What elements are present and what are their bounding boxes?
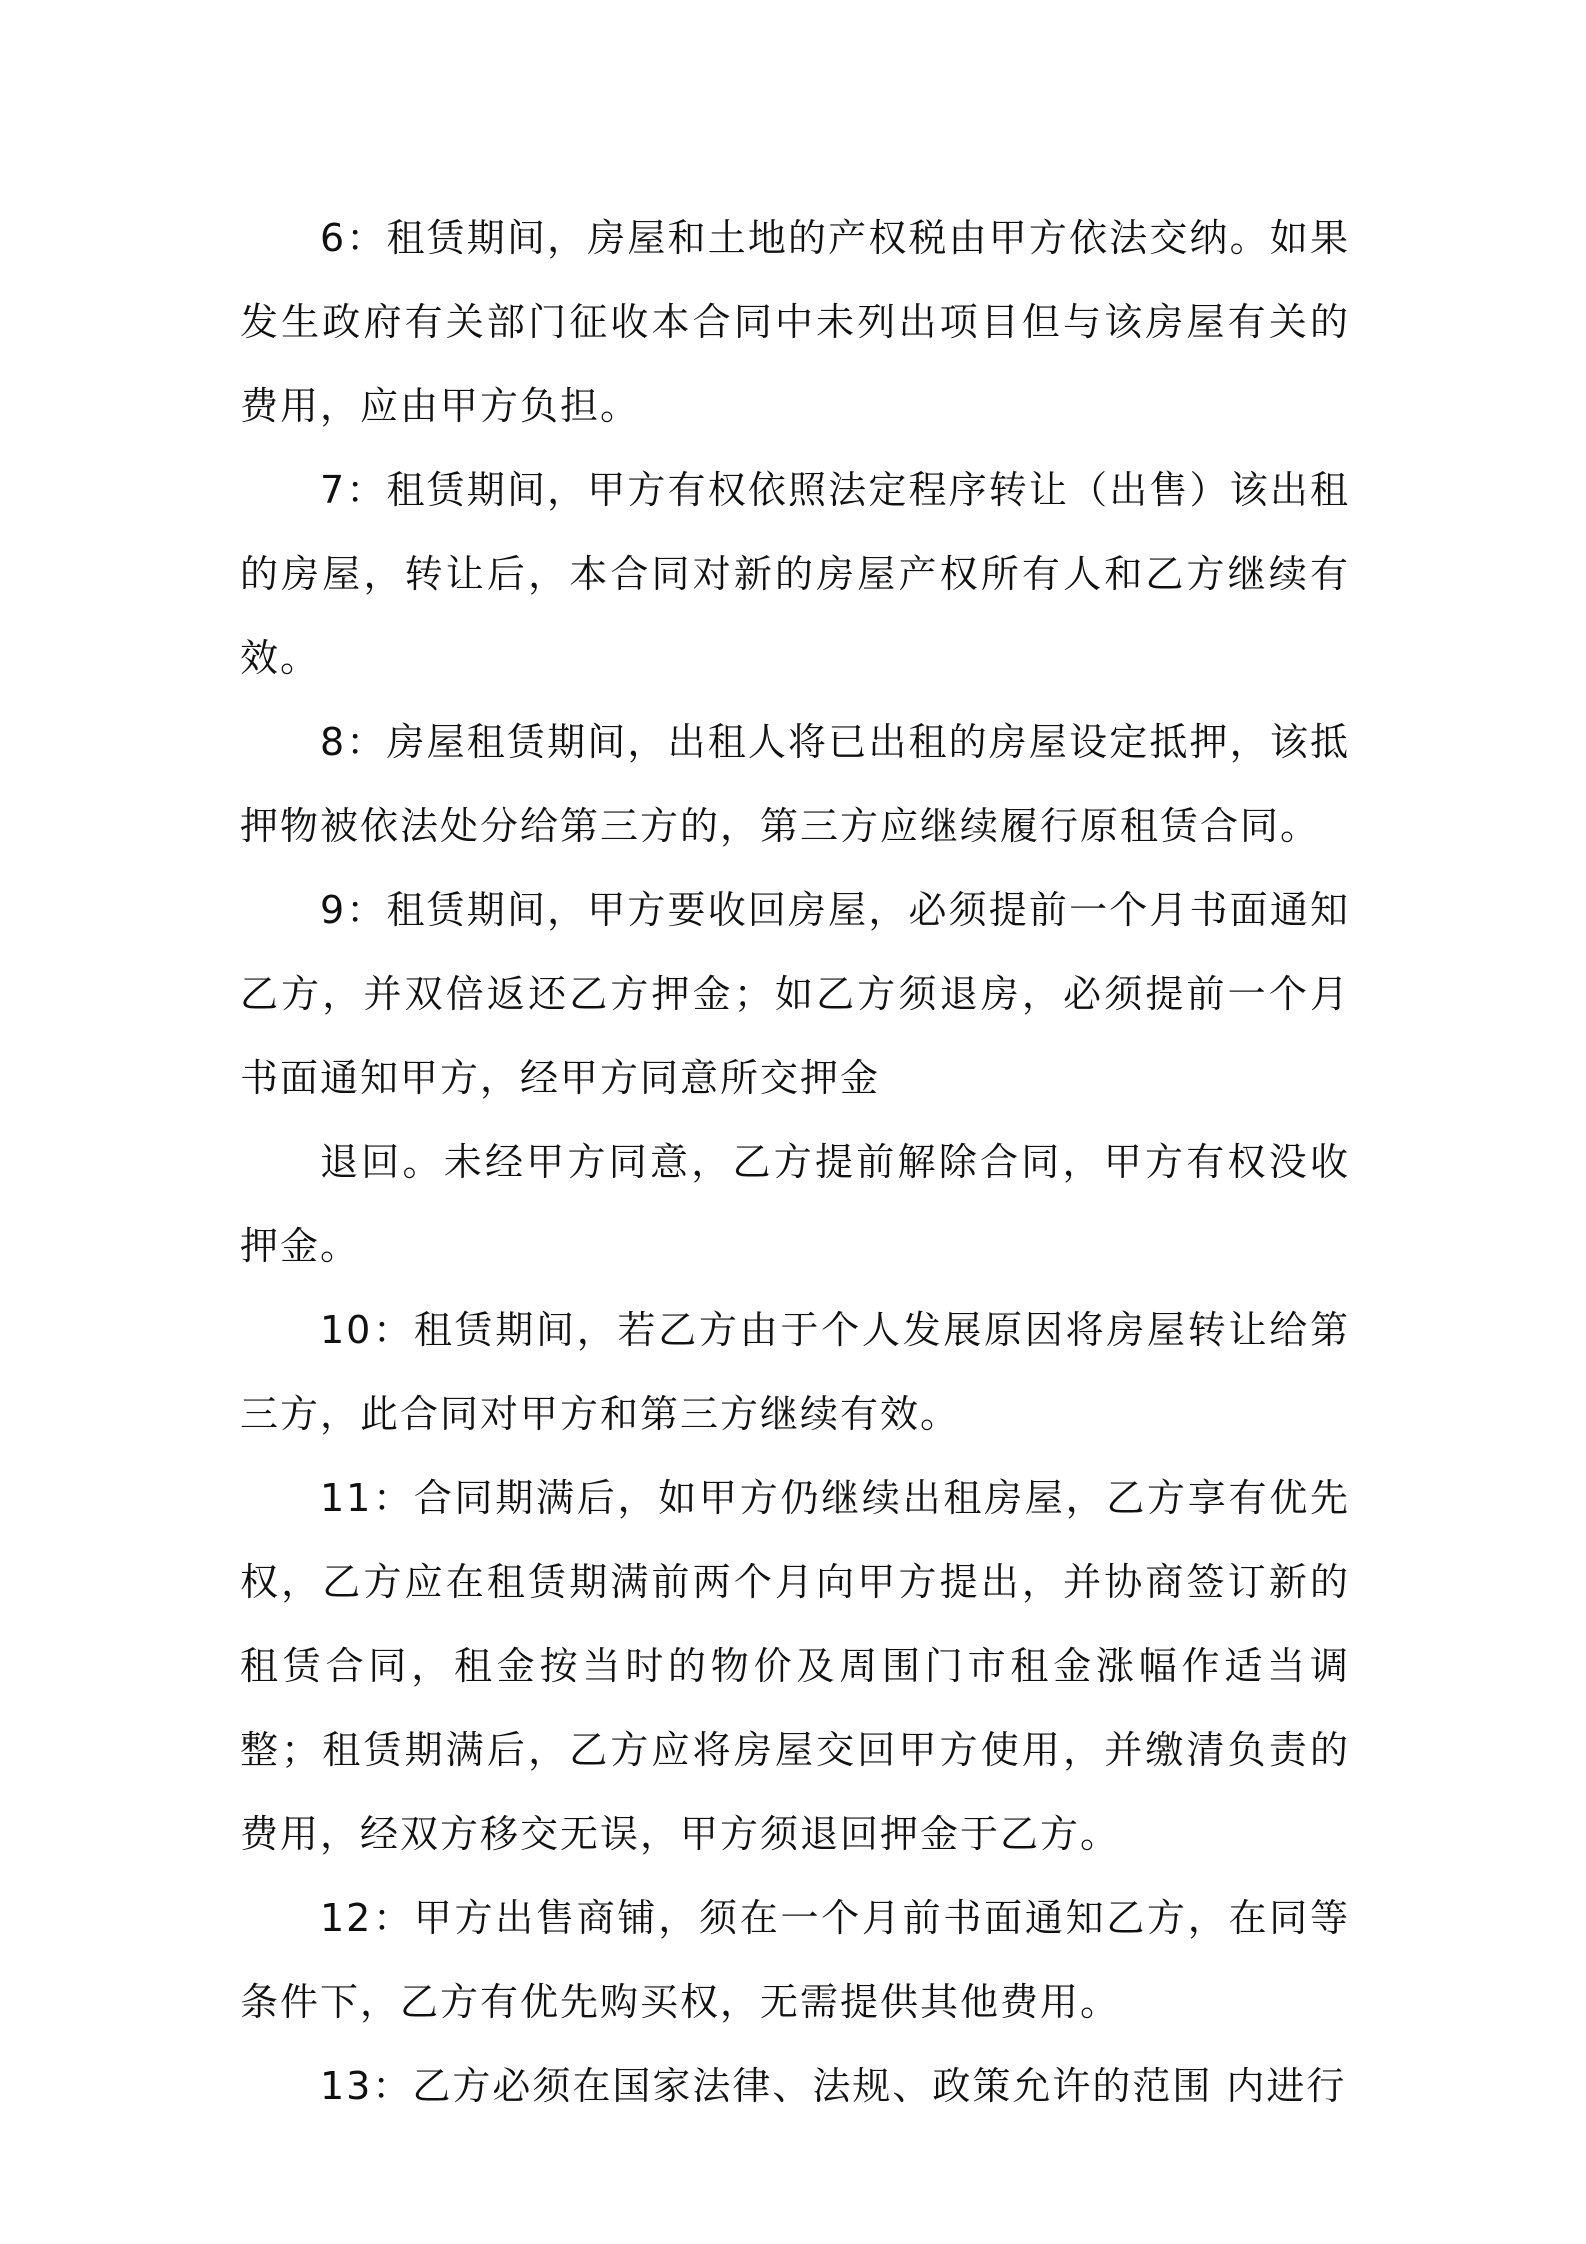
- clause-7: 7：租赁期间，甲方有权依照法定程序转让（出售）该出租的房屋，转让后，本合同对新的房屋产权所有人和乙方继续有效。: [240, 468, 1350, 680]
- clause-8: 8：房屋租赁期间，出租人将已出租的房屋设定抵押，该抵押物被依法处分给第三方的，第三方应继续履行原租赁合同。: [240, 720, 1350, 848]
- clause-13: 13：乙方必须在国家法律、法规、政策允许的范围 内进行: [320, 2064, 1347, 2108]
- clause-11: 11：合同期满后，如甲方仍继续出租房屋，乙方享有优先权，乙方应在租赁期满前两个月向甲方提出，并协商签订新的租赁合同，租金按当时的物价及周围门市租金涨幅作适当调整；租赁期满后，乙方应将房屋交回甲方使用，并缴清负责的费用，经双方移交无误，甲方须退回押金于乙方。: [240, 1476, 1350, 1856]
- clause-9-continued: 退回。未经甲方同意，乙方提前解除合同，甲方有权没收押金。: [240, 1140, 1350, 1268]
- clause-10: 10：租赁期间，若乙方由于个人发展原因将房屋转让给第三方，此合同对甲方和第三方继续有效。: [240, 1308, 1350, 1436]
- clause-6: 6：租赁期间，房屋和土地的产权税由甲方依法交纳。如果发生政府有关部门征收本合同中未列出项目但与该房屋有关的费用，应由甲方负担。: [240, 216, 1350, 428]
- clause-12: 12：甲方出售商铺，须在一个月前书面通知乙方，在同等条件下，乙方有优先购买权，无需提供其他费用。: [240, 1896, 1350, 2024]
- clause-9: 9：租赁期间，甲方要收回房屋，必须提前一个月书面通知乙方，并双倍返还乙方押金；如乙方须退房，必须提前一个月书面通知甲方，经甲方同意所交押金: [240, 888, 1350, 1100]
- contract-text: [240, 196, 1350, 2128]
